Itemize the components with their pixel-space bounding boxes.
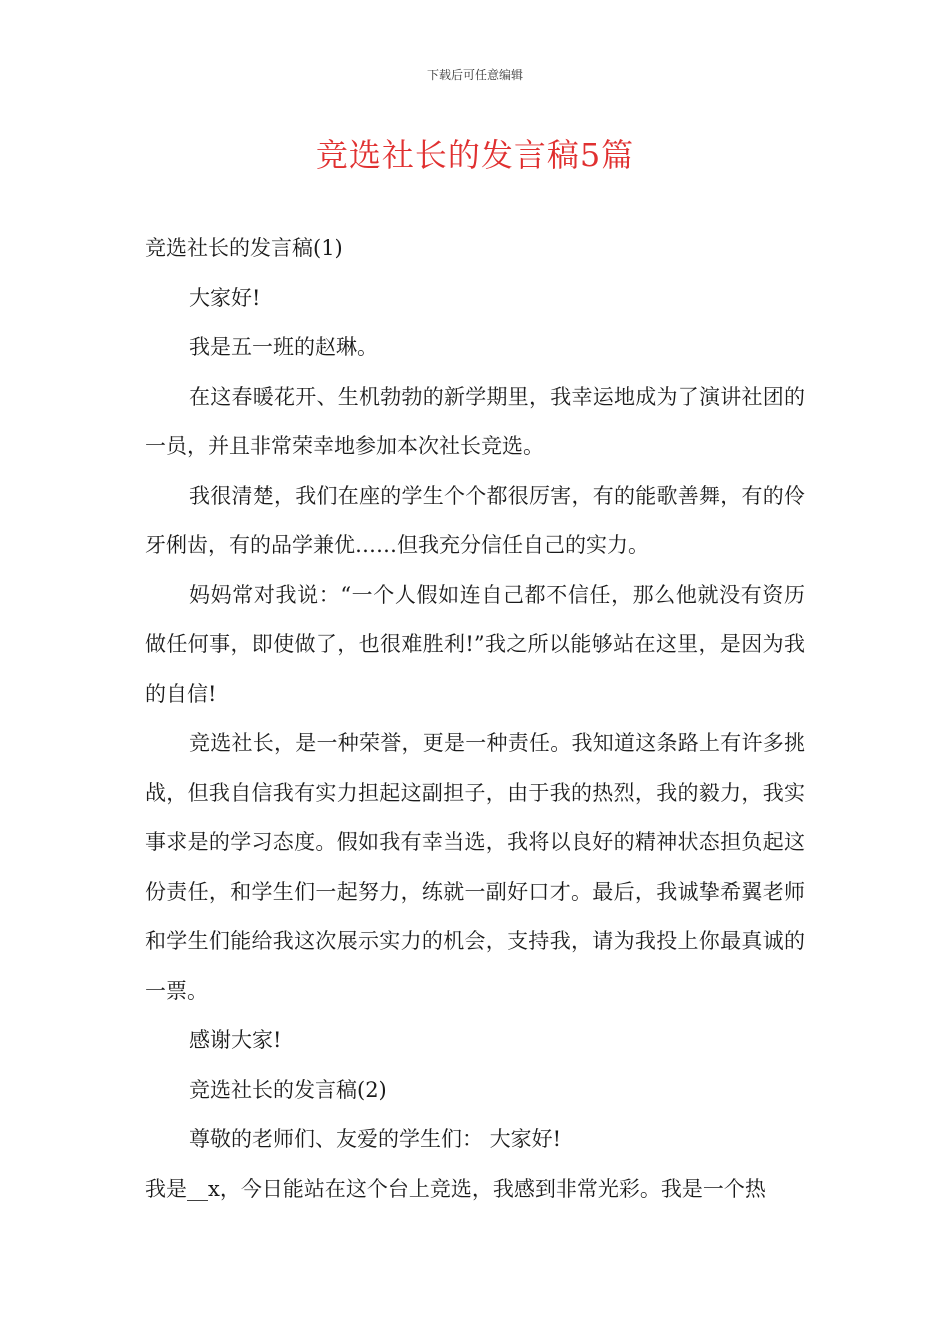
paragraph-2: 大家好! (189, 285, 261, 310)
document-body (145, 224, 805, 1214)
paragraph-3: 我是五一班的赵琳。 (189, 335, 378, 359)
paragraph-7: 竞选社长，是一种荣誉，更是一种责任。我知道这条路上有许多挑战，但我自信我有实力担起这副担子，由于我的热烈，我的毅力，我实事求是的学习态度。假如我有幸当选，我将以良好的精神状态担负起这份责任，和学生们一起努力，练就一副好口才。最后，我诚挚希翼老师和学生们能给我这次展示实力的机会，支持我，请为我投上你最真诚的一票。 (145, 731, 805, 1003)
paragraph-9: 竞选社长的发言稿(2) (189, 1077, 387, 1102)
paragraph-4: 在这春暖花开、生机勃勃的新学期里，我幸运地成为了演讲社团的一员，并且非常荣幸地参加本次社长竞选。 (145, 384, 805, 458)
paragraph-6: 妈妈常对我说：“一个人假如连自己都不信任，那么他就没有资历做任何事，即使做了，也很难胜利!”我之所以能够站在这里，是因为我的自信! (145, 582, 805, 706)
paragraph-5: 我很清楚，我们在座的学生个个都很厉害，有的能歌善舞，有的伶牙俐齿，有的品学兼优……但我充分信任自己的实力。 (145, 483, 805, 557)
document-title: 竞选社长的发言稿5篇 (315, 136, 635, 174)
paragraph-11: 我是__x，今日能站在这个台上竞选，我感到非常光彩。我是一个热 (145, 1176, 766, 1201)
paragraph-1: 竞选社长的发言稿(1) (145, 236, 343, 260)
paragraph-8: 感谢大家! (189, 1028, 282, 1052)
paragraph-10: 尊敬的老师们、友爱的学生们： 大家好! (189, 1127, 562, 1151)
header-note: 下载后可任意编辑 (426, 68, 523, 82)
